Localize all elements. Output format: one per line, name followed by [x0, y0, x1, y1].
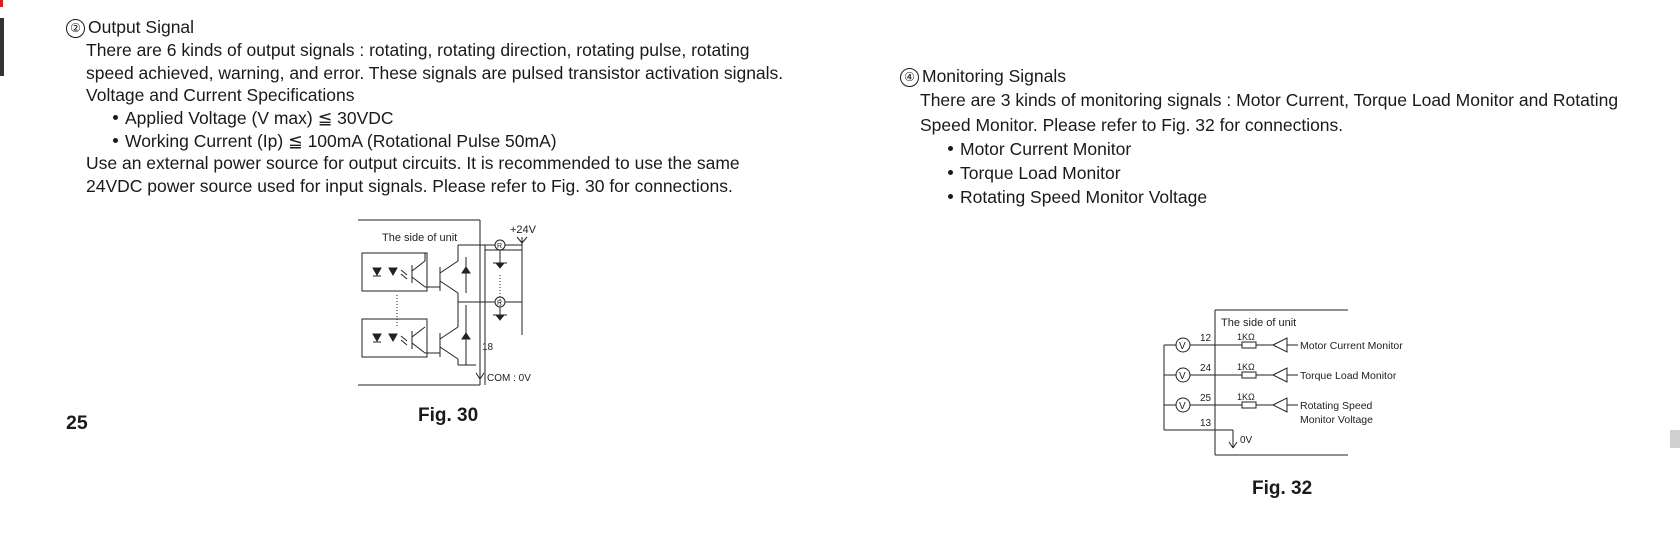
heading-text: Monitoring Signals: [922, 66, 1066, 86]
paragraph-line: Voltage and Current Specifications: [86, 85, 355, 105]
pin-label: 25: [1200, 393, 1212, 404]
led-icon: [373, 268, 381, 275]
bullet-icon: [113, 115, 118, 120]
output-label: Torque Load Monitor: [1300, 370, 1397, 382]
page-number: 25: [66, 412, 88, 434]
plus24v-label: +24V: [510, 224, 536, 236]
com-label: COM : 0V: [487, 373, 531, 384]
paragraph-line: There are 6 kinds of output signals : rotating, rotating direction, rotating pulse, rotating: [86, 40, 750, 60]
ground-label: 0V: [1240, 435, 1253, 446]
bullet-item: [113, 130, 557, 153]
pin-label: 12: [1200, 333, 1212, 344]
pin-label: 24: [1200, 363, 1212, 374]
resistor-label: 1KΩ: [1237, 392, 1255, 402]
bullet-icon: [113, 138, 118, 143]
paragraph-line: There are 3 kinds of monitoring signals : Motor Current, Torque Load Monitor and Rotating: [920, 90, 1619, 110]
voltmeter-label: V: [1179, 341, 1186, 352]
section-number-badge: ④: [900, 68, 919, 87]
paragraph-line: 24VDC power source used for input signals. Please refer to Fig. 30 for connections.: [86, 176, 733, 196]
bullet-icon: [948, 146, 953, 151]
bullet-text: Applied Voltage (V max) ≦ 30VDC: [125, 108, 394, 128]
paragraph-line: Use an external power source for output circuits. It is recommended to use the same: [86, 153, 740, 173]
output-label: Monitor Voltage: [1300, 414, 1373, 426]
edge-marker-red: [0, 0, 3, 7]
bullet-item: [113, 107, 394, 130]
bullet-item: [948, 138, 1131, 161]
output-signal-heading: [66, 16, 194, 39]
voltmeter-label: V: [1179, 371, 1186, 382]
resistor-r-label: R: [497, 300, 503, 307]
output-label: Motor Current Monitor: [1300, 340, 1403, 352]
heading-text: Output Signal: [88, 17, 195, 37]
scrollbar-thumb[interactable]: [1670, 430, 1680, 448]
voltmeter-label: V: [1179, 401, 1186, 412]
bullet-icon: [948, 170, 953, 175]
pin-label: 13: [1200, 418, 1212, 429]
fig30-output-circuit-diagram: [350, 215, 550, 395]
resistor-label: 1KΩ: [1237, 332, 1255, 342]
unit-side-label: The side of unit: [382, 232, 458, 244]
unit-side-label: The side of unit: [1221, 317, 1297, 329]
resistor-label: 1KΩ: [1237, 362, 1255, 372]
bullet-item: [948, 162, 1121, 185]
edge-marker-bar: [0, 18, 4, 76]
bullet-text: Working Current (Ip) ≦ 100mA (Rotational Pulse 50mA): [125, 131, 557, 151]
fig32-monitor-circuit-diagram: [1158, 305, 1418, 465]
paragraph-line: speed achieved, warning, and error. These signals are pulsed transistor activation signals.: [86, 63, 784, 83]
resistor-r-label: R: [497, 243, 503, 250]
bullet-text: Rotating Speed Monitor Voltage: [960, 187, 1208, 207]
bullet-item: [948, 186, 1207, 209]
bullet-text: Torque Load Monitor: [960, 163, 1121, 183]
monitoring-signals-heading: [900, 65, 1066, 88]
section-number-badge: ②: [66, 19, 85, 38]
fig32-caption: Fig. 32: [1252, 478, 1313, 499]
bullet-icon: [948, 194, 953, 199]
output-label: Rotating Speed: [1300, 400, 1373, 412]
fig30-caption: Fig. 30: [418, 405, 479, 426]
paragraph-line: Speed Monitor. Please refer to Fig. 32 for connections.: [920, 115, 1344, 135]
pin18-label: 18: [482, 342, 494, 353]
bullet-text: Motor Current Monitor: [960, 139, 1132, 159]
